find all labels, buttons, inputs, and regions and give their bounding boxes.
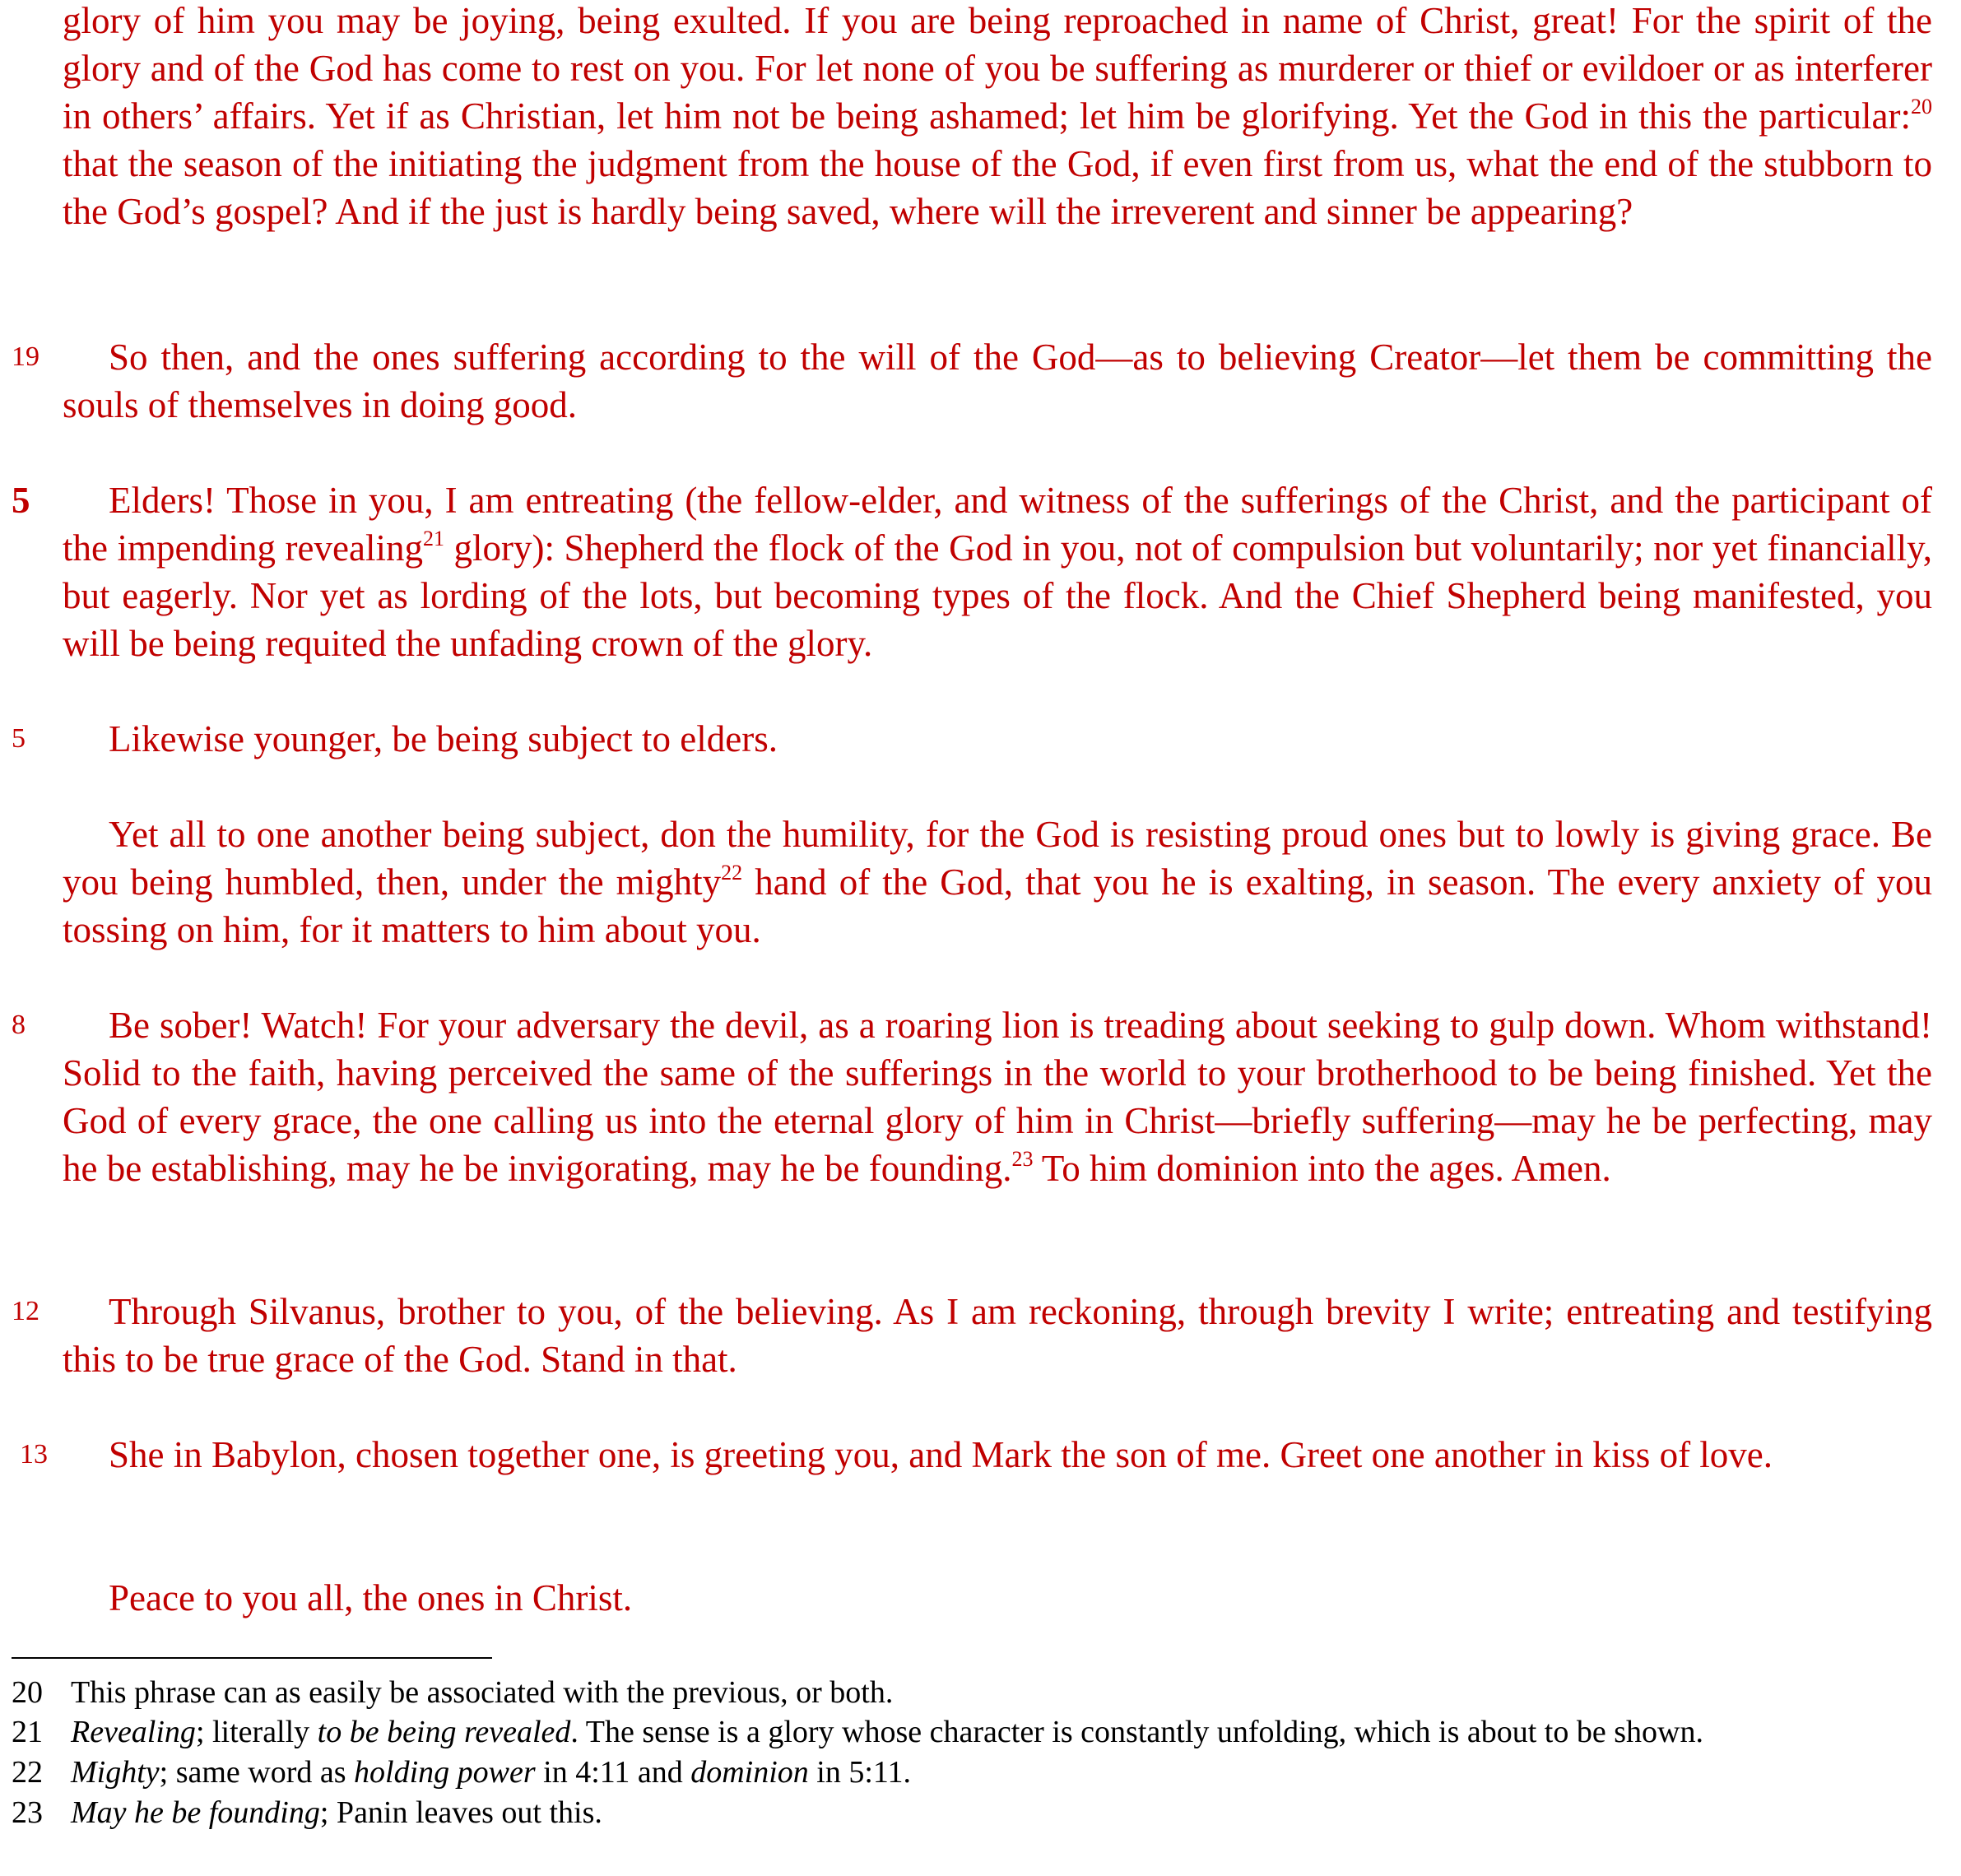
- paragraph-continuation: [63, 0, 1932, 235]
- paragraph-closing: [63, 1574, 1932, 1622]
- paragraph-humility: [63, 810, 1932, 954]
- verse-number-8: 8: [12, 1010, 26, 1040]
- footnote-text: Mighty: [71, 1755, 160, 1790]
- footnote-20: [12, 1673, 1945, 1712]
- footnote-text: ; literally: [195, 1715, 318, 1749]
- footnote-text: dominion: [690, 1755, 809, 1790]
- footnote-number: 22: [12, 1755, 43, 1790]
- footnote-number: 20: [12, 1675, 43, 1710]
- text: Through Silvanus, brother to you, of the believing. As I am reckoning, through brevity I write; entreating and testifying this to be true grace of the God. Stand in that.: [63, 1291, 1932, 1380]
- verse-number-5: 5: [12, 723, 26, 754]
- text: Yet all to one another being subject, don the humility, for the God is resisting proud ones but to lowly is giving grace. Be you being humbled, then, under the mighty: [63, 814, 1932, 903]
- paragraph-verse-13: [63, 1431, 1932, 1479]
- text: She in Babylon, chosen together one, is greeting you, and Mark the son of me. Greet one another in kiss of love.: [109, 1434, 1773, 1475]
- footnote-text: . The sense is a glory whose character is constantly unfolding, which is about to be shown.: [570, 1715, 1703, 1749]
- footnote-text: ; Panin leaves out this.: [319, 1795, 602, 1830]
- text: Elders! Those in you, I am entreating (the fellow-elder, and witness of the sufferings of the Christ, and the participant of the impending revealing: [63, 480, 1932, 569]
- footnote-text: to be being revealed: [317, 1715, 571, 1749]
- chapter-number-5: 5: [12, 480, 30, 521]
- text: glory of him you may be joying, being exulted. If you are being reproached in name of Christ, great! For the spirit of the glory and of the God has come to rest on you. For let none of you be suffering as murderer or thief or evildoer or as interferer in others’ affairs. Yet if as Christian, let him not be being ashamed; let him be glorifying. Yet the God in this the particular:: [63, 0, 1932, 137]
- verse-number-13: 13: [20, 1439, 48, 1470]
- footnote-text: ; same word as: [159, 1755, 355, 1790]
- footnote-21: [12, 1712, 1945, 1752]
- footnote-number: 21: [12, 1715, 43, 1749]
- footnote-22: [12, 1753, 1945, 1792]
- footnote-ref-21[interactable]: 21: [422, 527, 444, 550]
- footnote-separator: [12, 1657, 492, 1659]
- paragraph-verse-5: [63, 715, 1932, 763]
- footnote-number: 23: [12, 1795, 43, 1830]
- footnote-text: in 4:11 and: [535, 1755, 691, 1790]
- text: Peace to you all, the ones in Christ.: [109, 1577, 633, 1618]
- text: Likewise younger, be being subject to elders.: [109, 718, 778, 759]
- paragraph-verse-19: [63, 333, 1932, 429]
- footnote-text: in 5:11.: [808, 1755, 912, 1790]
- text: glory): Shepherd the flock of the God in you, not of compulsion but voluntarily; nor yet financially, but eagerly. Nor yet as lording of the lots, but becoming types of the flock. And the Chief Shepherd being manifested, you will be being requited the unfading crown of the glory.: [63, 527, 1932, 664]
- paragraph-chapter-5: [63, 476, 1932, 667]
- text: hand of the God, that you he is exalting, in season. The every anxiety of you tossing on him, for it matters to him about you.: [63, 861, 1932, 950]
- paragraph-verse-12: [63, 1288, 1932, 1383]
- footnote-text: This phrase can as easily be associated with the previous, or both.: [71, 1675, 894, 1710]
- paragraph-verse-8: [63, 1001, 1932, 1192]
- footnote-text: Revealing: [71, 1715, 196, 1749]
- footnote-23: [12, 1793, 1945, 1832]
- text: that the season of the initiating the judgment from the house of the God, if even first from us, what the end of the stubborn to the God’s gospel? And if the just is hardly being saved, where will the irreverent and sinner be appearing?: [63, 143, 1932, 232]
- footnote-text: May he be founding: [71, 1795, 320, 1830]
- verse-number-12: 12: [12, 1296, 39, 1326]
- footnote-text: holding power: [354, 1755, 536, 1790]
- text: So then, and the ones suffering according to the will of the God—as to believing Creator—let them be committing the souls of themselves in doing good.: [63, 337, 1932, 425]
- footnote-ref-23[interactable]: 23: [1011, 1147, 1034, 1171]
- text: To him dominion into the ages. Amen.: [1033, 1148, 1611, 1189]
- text: Be sober! Watch! For your adversary the devil, as a roaring lion is treading about seeking to gulp down. Whom withstand! Solid to the faith, having perceived the same of the sufferings in the world to your brotherhood to be being finished. Yet the God of every grace, the one calling us into the eternal glory of him in Christ—briefly suffering—may he be perfecting, may he be establishing, may he be invigorating, may he be founding.: [63, 1005, 1932, 1189]
- footnote-ref-22[interactable]: 22: [721, 861, 743, 885]
- footnote-ref-20[interactable]: 20: [1911, 95, 1932, 118]
- verse-number-19: 19: [12, 341, 39, 372]
